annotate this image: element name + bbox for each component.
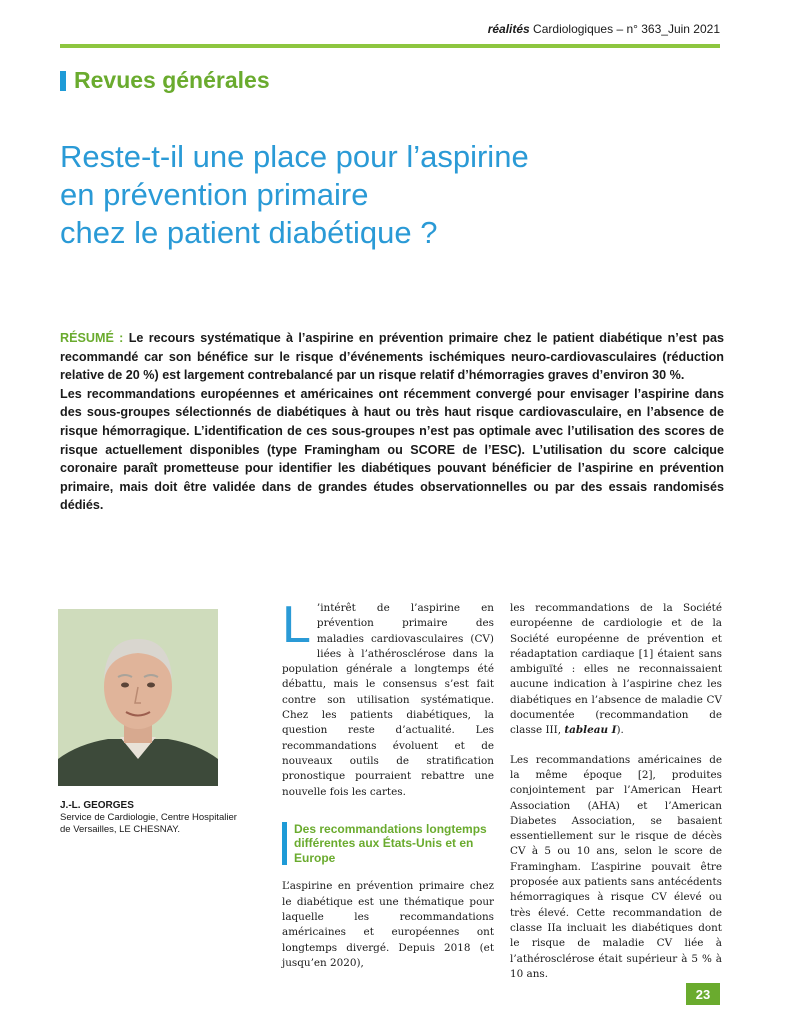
subheading (282, 822, 494, 866)
section-heading (60, 67, 270, 94)
author-name: J.-L. GEORGES (60, 800, 134, 811)
journal-name: réalités (487, 22, 530, 36)
table-reference[interactable]: tableau I (564, 724, 617, 737)
subheading-marker (282, 822, 287, 866)
body-paragraph (510, 601, 722, 739)
body-text: les recommandations de la Société européenne de cardiologie et de la Société européenne de prévention et réadaptation cardiaque [1] étaient sans ambiguïté : elles ne reconnaissaient aucune indication à l’aspirine chez les diabétiques en l’absence de maladie CV documentée (recommandation de classe III, (510, 602, 722, 737)
body-column-1 (282, 596, 494, 971)
body-text: ). (616, 724, 624, 737)
drop-cap: L (282, 596, 311, 654)
body-paragraph: Les recommandations américaines de la même époque [2], produites conjointement par l’American Heart Association (AHA) et l’American Diabetes Association, se basaient essentiellement sur le risque de décès CV à 5 ou 10 ans, selon le score de Framingham. L’aspirine pouvait être proposée aux patients sans antécédents hémorragiques à risque CV élevé ou très élevé. Cette recommandation de classe IIa incluait les diabétiques dont le risque de maladie CV liée à l’athérosclérose était supérieur à 5 % à 10 ans. (510, 753, 722, 980)
section-label: Revues générales (74, 67, 270, 93)
intro-text: ’intérêt de l’aspirine en prévention primaire des maladies cardiovasculaires (CV) liées à l’athérosclérose dans la population générale a longtemps été débattu, mais le consensus s’est fait contre son utilisation systématique. Chez les patients diabétiques, la question reste d’actualité. Les recommandations évoluent et de nouveaux outils de stratification pronostique pourraient rebattre une nouvelle fois les cartes. (282, 602, 494, 798)
body-column-2 (510, 601, 722, 982)
abstract-paragraph (60, 329, 724, 385)
section-marker (60, 71, 66, 91)
journal-header (488, 22, 720, 36)
abstract-paragraph: Les recommandations européennes et américaines ont récemment convergé pour envisager l’aspirine dans des sous-groupes sélectionnés de diabétiques à haut ou très haut risque cardiovasculaire, en l’absence de risque hémorragique. L’identification de ces sous-groupes n’est pas optimale avec l’utilisation des scores de risque actuellement disponibles (type Framingham ou SCORE de l’ESC). L’utilisation du score calcique coronaire paraît prometteuse pour identifier les diabétiques pouvant bénéficier de l’aspirine en prévention primaire, mais doit être validée dans de grandes études observationnelles ou par des essais randomisés dédiés. (60, 386, 724, 513)
author-affiliation: Service de Cardiologie, Centre Hospitalier de Versailles, LE CHESNAY. (60, 812, 237, 835)
abstract-label: RÉSUMÉ : (60, 331, 124, 345)
subheading-text: Des recommandations longtemps différentes aux États-Unis et en Europe (294, 821, 487, 865)
intro-paragraph (282, 596, 494, 800)
author-photo (58, 609, 218, 786)
body-paragraph: L’aspirine en prévention primaire chez le diabétique est une thématique pour laquelle les recommandations américaines et européennes ont longtemps divergé. Depuis 2018 (et jusqu’en 2020), (282, 880, 494, 969)
author-block (60, 800, 250, 836)
abstract (60, 329, 724, 515)
article-title (60, 138, 720, 252)
header-rule (60, 44, 720, 48)
title-line: Reste-t-il une place pour l’aspirine (60, 139, 529, 174)
journal-issue: Cardiologiques – n° 363_Juin 2021 (529, 22, 720, 36)
title-line: en prévention primaire (60, 177, 369, 212)
page-number: 23 (686, 983, 720, 1005)
abstract-text: Le recours systématique à l’aspirine en prévention primaire chez le patient diabétique n’est pas recommandé car son bénéfice sur le risque d’événements ischémiques neuro-cardiovasculaires (réduction relative de 20 %) est largement contrebalancé par un risque relatif d’hémorragies graves d’environ 30 %. (60, 331, 724, 383)
title-line: chez le patient diabétique ? (60, 215, 438, 250)
